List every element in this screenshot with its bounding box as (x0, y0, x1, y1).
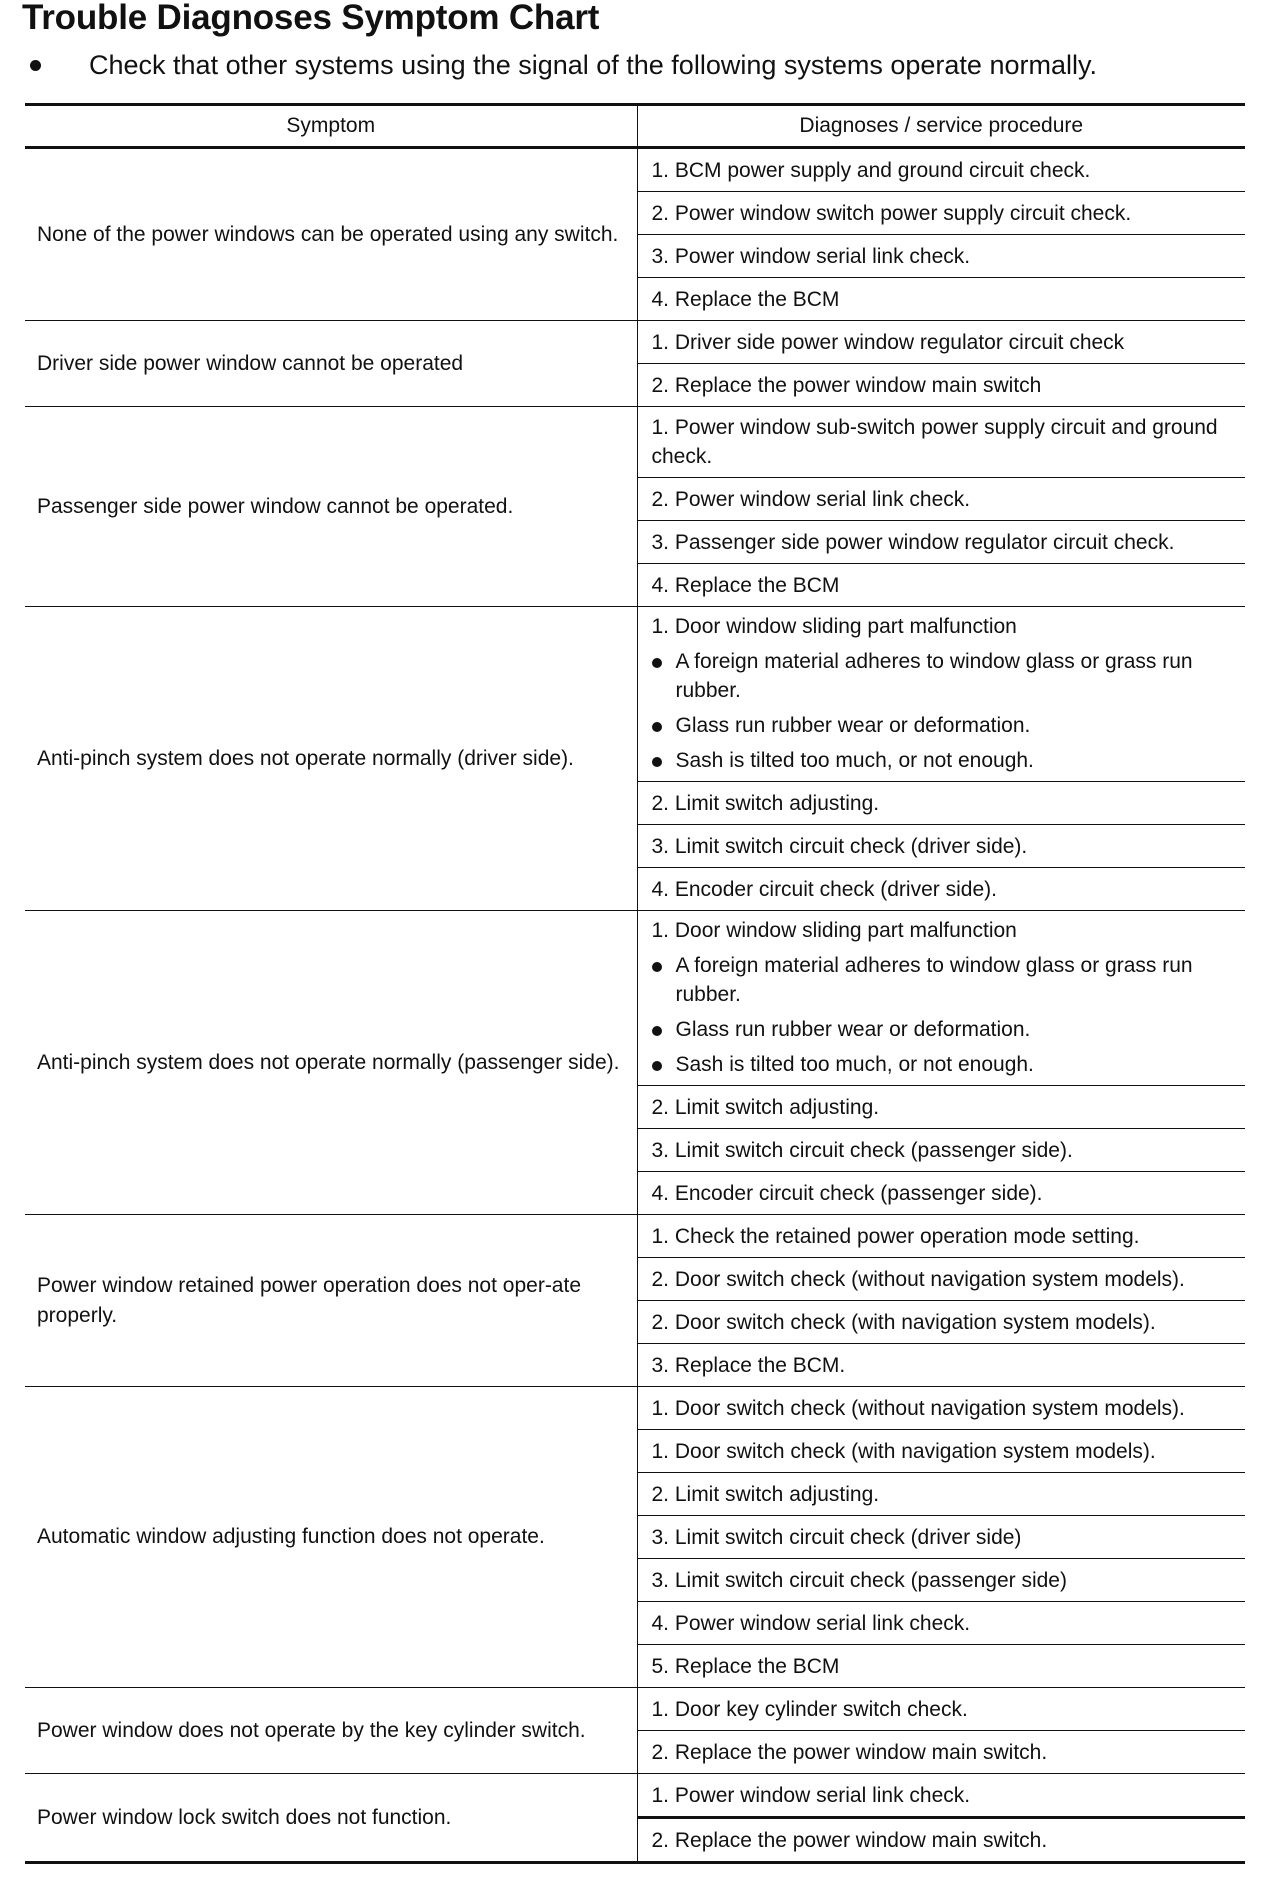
table-row (25, 1774, 1245, 1818)
procedure-text: 4. Replace the BCM (651, 287, 840, 311)
procedure-text: 4. Encoder circuit check (passenger side). (651, 1181, 1043, 1205)
procedure-text: 4. Encoder circuit check (driver side). (651, 877, 997, 901)
procedure-bullet-text: Glass run rubber wear or deformation. (675, 1018, 1031, 1041)
procedure-cell (637, 1818, 1245, 1863)
table-row (25, 1688, 1245, 1731)
procedure-cell (637, 364, 1245, 407)
procedure-cell (637, 825, 1245, 868)
intro-note (22, 50, 1097, 81)
procedure-text: 1. Power window serial link check. (651, 1783, 971, 1807)
procedure-cell (637, 1301, 1245, 1344)
procedure-cell (637, 1559, 1245, 1602)
procedure-bullet-item (652, 951, 1238, 1009)
procedure-text: 4. Power window serial link check. (651, 1611, 971, 1635)
bullet-icon (652, 1026, 662, 1036)
bullet-icon (652, 757, 662, 767)
procedure-bullet-text: Sash is tilted too much, or not enough. (675, 1053, 1034, 1076)
procedure-cell (637, 1645, 1245, 1688)
symptom-cell: Power window retained power operation does not oper-ate properly. (25, 1215, 637, 1387)
procedure-cell (637, 1731, 1245, 1774)
symptom-cell: Power window does not operate by the key cylinder switch. (25, 1688, 637, 1774)
procedure-cell (637, 1430, 1245, 1473)
procedure-bullet-text: Sash is tilted too much, or not enough. (675, 749, 1034, 772)
procedure-text: 3. Limit switch circuit check (driver side) (651, 1525, 1022, 1549)
procedure-cell (637, 192, 1245, 235)
procedure-cell (637, 278, 1245, 321)
procedure-text: 3. Limit switch circuit check (passenger side). (651, 1138, 1073, 1162)
table-row (25, 321, 1245, 364)
table-row (25, 607, 1245, 782)
procedure-text: 1. Check the retained power operation mode setting. (651, 1224, 1140, 1248)
procedure-bullet-text: Glass run rubber wear or deformation. (675, 714, 1031, 737)
bullet-icon (652, 722, 662, 732)
bullet-icon (652, 962, 662, 972)
procedure-text: 2. Replace the power window main switch (651, 373, 1042, 397)
procedure-text: 2. Limit switch adjusting. (651, 1095, 880, 1119)
procedure-text: 2. Replace the power window main switch. (651, 1740, 1048, 1764)
procedure-bullet-item (652, 746, 1238, 775)
procedure-text: 1. Door window sliding part malfunction (651, 919, 1017, 942)
table-row (25, 148, 1245, 192)
procedure-cell (637, 148, 1245, 192)
procedure-text: 2. Power window serial link check. (651, 487, 971, 511)
procedure-cell (637, 321, 1245, 364)
procedure-text: 1. Driver side power window regulator circuit check (651, 330, 1125, 354)
procedure-cell (637, 235, 1245, 278)
symptom-cell: Automatic window adjusting function does not operate. (25, 1387, 637, 1688)
procedure-text: 1. Door switch check (without navigation system models). (651, 1396, 1185, 1420)
procedure-cell (637, 1387, 1245, 1430)
symptom-cell: None of the power windows can be operated using any switch. (25, 148, 637, 321)
procedure-cell (637, 521, 1245, 564)
symptom-cell: Power window lock switch does not function. (25, 1774, 637, 1863)
procedure-cell (637, 478, 1245, 521)
bullet-icon (30, 60, 41, 71)
procedure-text: 3. Limit switch circuit check (passenger side) (651, 1568, 1067, 1592)
procedure-text: 2. Door switch check (without navigation system models). (651, 1267, 1185, 1291)
procedure-cell (637, 782, 1245, 825)
intro-text: Check that other systems using the signal of the following systems operate normally. (89, 50, 1097, 80)
procedure-cell (637, 1086, 1245, 1129)
table-row (25, 407, 1245, 478)
procedure-text: 3. Limit switch circuit check (driver side). (651, 834, 1028, 858)
procedure-cell (637, 1344, 1245, 1387)
procedure-bullet-item (652, 1050, 1238, 1079)
page-title: Trouble Diagnoses Symptom Chart (22, 0, 600, 37)
table-body (25, 148, 1245, 1863)
procedure-cell (637, 911, 1245, 1086)
symptom-chart-table (25, 103, 1245, 1864)
symptom-cell: Driver side power window cannot be operated (25, 321, 637, 407)
symptom-cell: Anti-pinch system does not operate normally (driver side). (25, 607, 637, 911)
procedure-text: 5. Replace the BCM (651, 1654, 840, 1678)
table-row (25, 1215, 1245, 1258)
procedure-text: 2. Limit switch adjusting. (651, 1482, 880, 1506)
procedure-cell (637, 868, 1245, 911)
procedure-bullet-text: A foreign material adheres to window glass or grass run rubber. (675, 954, 1193, 1006)
bullet-icon (652, 1061, 662, 1071)
procedure-text: 2. Door switch check (with navigation system models). (651, 1310, 1156, 1334)
procedure-text: 2. Replace the power window main switch. (651, 1828, 1048, 1852)
procedure-bullet-item (652, 1015, 1238, 1044)
procedure-cell (637, 1602, 1245, 1645)
procedure-text: 4. Replace the BCM (651, 573, 840, 597)
procedure-cell (637, 1129, 1245, 1172)
procedure-cell (637, 1688, 1245, 1731)
procedure-text: 1. Door window sliding part malfunction (651, 615, 1017, 638)
symptom-cell: Anti-pinch system does not operate normally (passenger side). (25, 911, 637, 1215)
procedure-bullet-text: A foreign material adheres to window glass or grass run rubber. (675, 650, 1193, 702)
procedure-cell (637, 1172, 1245, 1215)
column-header-procedure: Diagnoses / service procedure (637, 105, 1245, 148)
symptom-cell: Passenger side power window cannot be operated. (25, 407, 637, 607)
procedure-cell (637, 564, 1245, 607)
procedure-cell (637, 407, 1245, 478)
procedure-cell (637, 607, 1245, 782)
table-header-row (25, 105, 1245, 148)
table-row (25, 1387, 1245, 1430)
procedure-cell (637, 1258, 1245, 1301)
procedure-cell (637, 1215, 1245, 1258)
procedure-text: 1. Power window sub-switch power supply circuit and ground check. (651, 416, 1218, 468)
procedure-text: 3. Passenger side power window regulator circuit check. (651, 530, 1175, 554)
procedure-cell (637, 1774, 1245, 1818)
procedure-text: 2. Power window switch power supply circuit check. (651, 201, 1132, 225)
procedure-text: 1. Door key cylinder switch check. (651, 1697, 968, 1721)
procedure-text: 3. Replace the BCM. (651, 1353, 846, 1377)
procedure-bullet-item (652, 647, 1238, 705)
column-header-symptom: Symptom (25, 105, 637, 148)
bullet-icon (652, 658, 662, 668)
procedure-bullet-item (652, 711, 1238, 740)
procedure-text: 3. Power window serial link check. (651, 244, 971, 268)
procedure-cell (637, 1473, 1245, 1516)
procedure-text: 1. Door switch check (with navigation system models). (651, 1439, 1156, 1463)
table-row (25, 911, 1245, 1086)
procedure-text: 1. BCM power supply and ground circuit check. (651, 158, 1091, 182)
procedure-text: 2. Limit switch adjusting. (651, 791, 880, 815)
procedure-cell (637, 1516, 1245, 1559)
